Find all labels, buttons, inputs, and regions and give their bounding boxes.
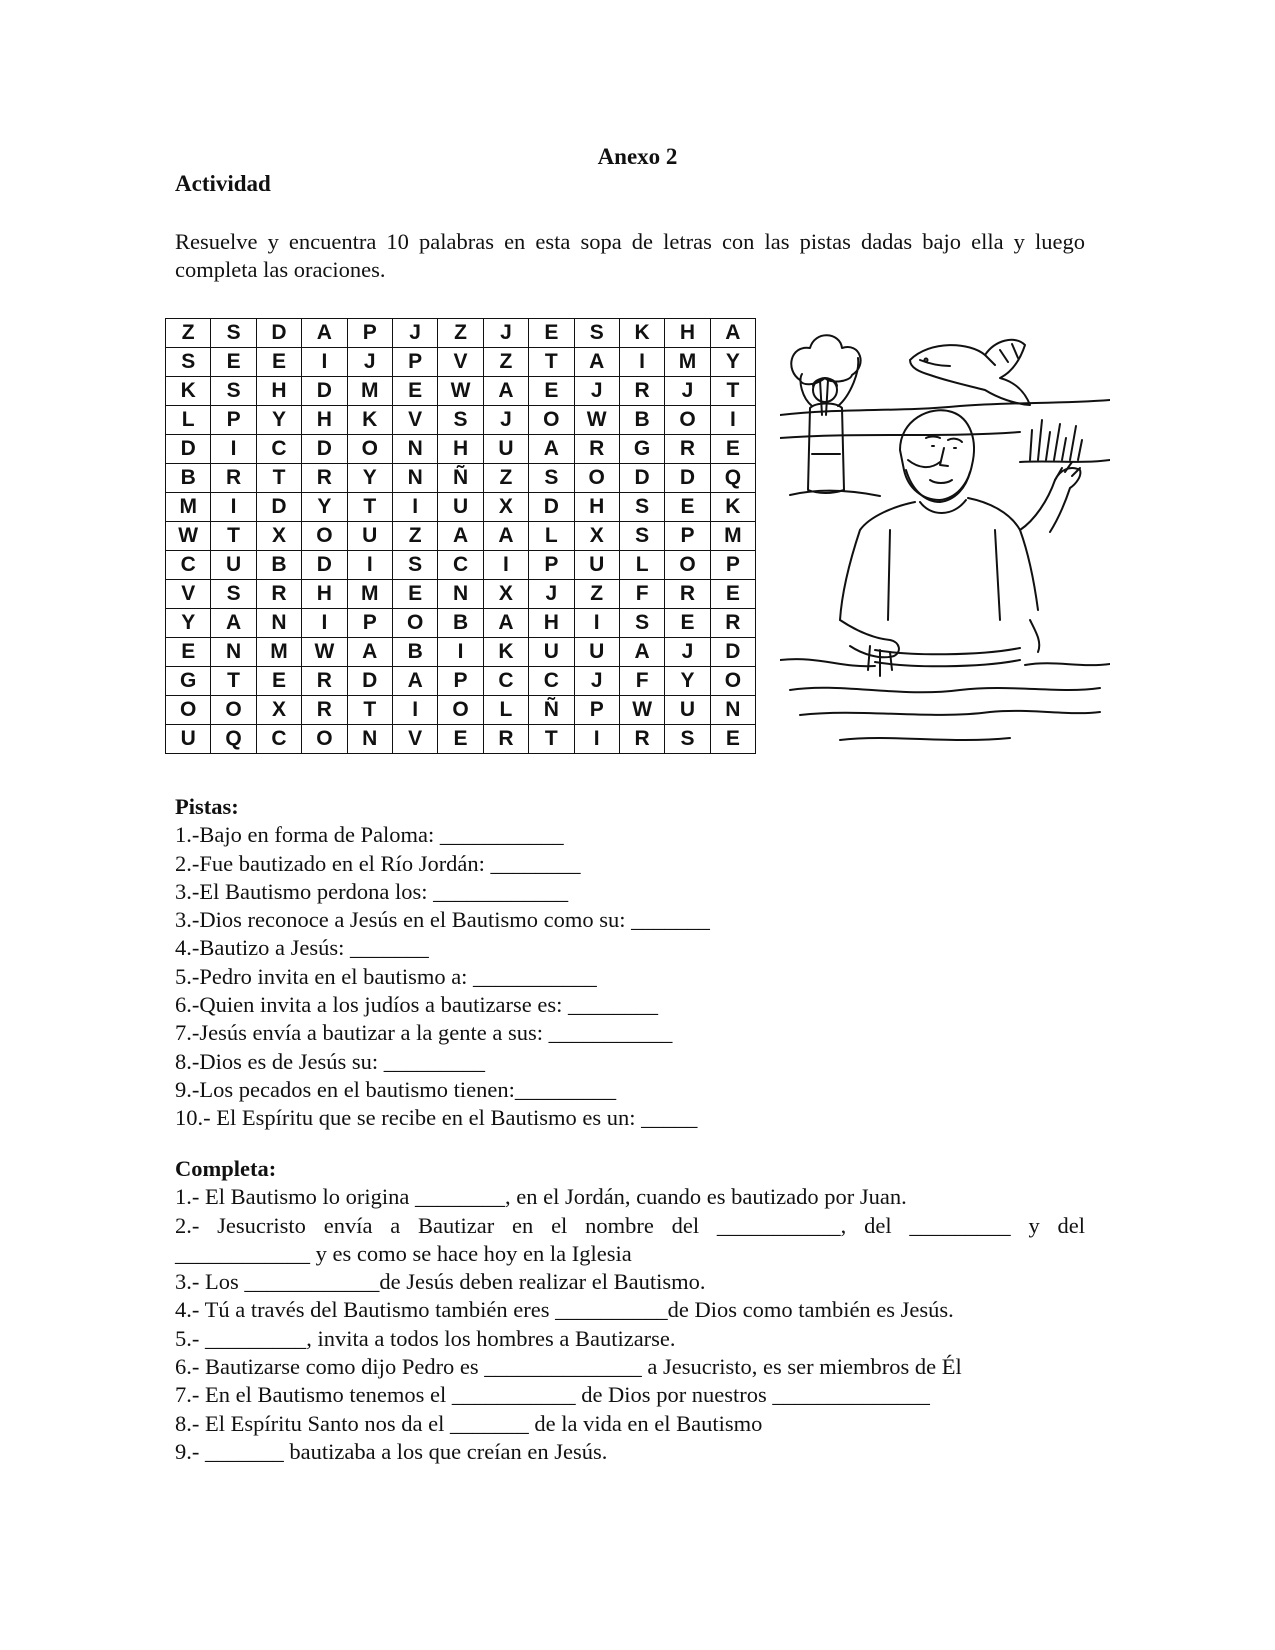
grid-cell: O bbox=[347, 435, 392, 464]
grid-cell: R bbox=[574, 435, 619, 464]
grid-cell: B bbox=[392, 638, 437, 667]
grid-cell: C bbox=[529, 667, 574, 696]
clue-item: 6.-Quien invita a los judíos a bautizarse es: ________ bbox=[175, 992, 659, 1018]
grid-cell: C bbox=[166, 551, 211, 580]
grid-row bbox=[166, 522, 756, 551]
grid-cell: U bbox=[438, 493, 483, 522]
grid-cell: C bbox=[483, 667, 528, 696]
grid-cell: Z bbox=[483, 348, 528, 377]
grid-cell: H bbox=[438, 435, 483, 464]
grid-cell: T bbox=[211, 522, 256, 551]
grid-cell: A bbox=[483, 377, 528, 406]
grid-row bbox=[166, 348, 756, 377]
grid-row bbox=[166, 406, 756, 435]
grid-cell: V bbox=[438, 348, 483, 377]
grid-cell: I bbox=[392, 493, 437, 522]
grid-cell: X bbox=[256, 696, 301, 725]
grid-row bbox=[166, 493, 756, 522]
grid-cell: S bbox=[574, 319, 619, 348]
instructions-text: Resuelve y encuentra 10 palabras en esta sopa de letras con las pistas dadas bajo ella y luego completa las oraciones. bbox=[175, 229, 1085, 282]
grid-cell: E bbox=[438, 725, 483, 754]
grid-cell: H bbox=[529, 609, 574, 638]
grid-cell: M bbox=[256, 638, 301, 667]
grid-cell: D bbox=[619, 464, 664, 493]
grid-cell: A bbox=[438, 522, 483, 551]
grid-cell: E bbox=[256, 667, 301, 696]
grid-cell: N bbox=[438, 580, 483, 609]
grid-cell: P bbox=[347, 319, 392, 348]
sentence-3: 3.- Los ____________de Jesús deben realizar el Bautismo. bbox=[175, 1269, 706, 1295]
grid-cell: Z bbox=[574, 580, 619, 609]
complete-section bbox=[175, 1155, 1085, 1466]
grid-cell: P bbox=[574, 696, 619, 725]
grid-cell: Y bbox=[710, 348, 755, 377]
grid-cell: P bbox=[438, 667, 483, 696]
grid-cell: V bbox=[166, 580, 211, 609]
clue-item: 2.-Fue bautizado en el Río Jordán: ________ bbox=[175, 850, 581, 876]
grid-cell: I bbox=[302, 348, 347, 377]
grid-cell: Y bbox=[347, 464, 392, 493]
grid-cell: Y bbox=[302, 493, 347, 522]
grid-cell: R bbox=[710, 609, 755, 638]
grid-cell: B bbox=[619, 406, 664, 435]
clue-item: 4.-Bautizo a Jesús: _______ bbox=[175, 935, 429, 961]
sentence-2-line-2: ____________ y es como se hace hoy en la Iglesia bbox=[175, 1240, 632, 1266]
sentence-4: 4.- Tú a través del Bautismo también eres __________de Dios como también es Jesús. bbox=[175, 1297, 954, 1323]
grid-cell: A bbox=[619, 638, 664, 667]
grid-row bbox=[166, 696, 756, 725]
grid-cell: E bbox=[392, 377, 437, 406]
grid-cell: R bbox=[256, 580, 301, 609]
word-search-grid bbox=[165, 318, 756, 754]
sentence-1: 1.- El Bautismo lo origina ________, en el Jordán, cuando es bautizado por Juan. bbox=[175, 1184, 907, 1210]
clue-item: 1.-Bajo en forma de Paloma: ___________ bbox=[175, 822, 564, 848]
grid-cell: T bbox=[529, 348, 574, 377]
grid-cell: H bbox=[665, 319, 710, 348]
grid-cell: U bbox=[574, 638, 619, 667]
grid-cell: J bbox=[483, 406, 528, 435]
grid-cell: V bbox=[392, 725, 437, 754]
grid-cell: H bbox=[302, 406, 347, 435]
grid-cell: P bbox=[529, 551, 574, 580]
grid-cell: T bbox=[710, 377, 755, 406]
grid-cell: X bbox=[574, 522, 619, 551]
grid-cell: D bbox=[347, 667, 392, 696]
grid-cell: A bbox=[483, 522, 528, 551]
grid-row bbox=[166, 464, 756, 493]
grid-cell: Z bbox=[166, 319, 211, 348]
clue-item: 3.-El Bautismo perdona los: ____________ bbox=[175, 878, 569, 904]
clue-item: 7.-Jesús envía a bautizar a la gente a sus: ___________ bbox=[175, 1020, 673, 1046]
grid-cell: W bbox=[166, 522, 211, 551]
grid-cell: L bbox=[529, 522, 574, 551]
grid-cell: Z bbox=[438, 319, 483, 348]
grid-cell: P bbox=[710, 551, 755, 580]
grid-cell: T bbox=[529, 725, 574, 754]
grid-cell: A bbox=[574, 348, 619, 377]
grid-cell: A bbox=[483, 609, 528, 638]
grid-cell: A bbox=[392, 667, 437, 696]
grid-cell: I bbox=[710, 406, 755, 435]
grid-cell: I bbox=[347, 551, 392, 580]
grid-cell: A bbox=[302, 319, 347, 348]
grid-cell: M bbox=[347, 580, 392, 609]
grid-cell: C bbox=[256, 435, 301, 464]
grid-cell: R bbox=[483, 725, 528, 754]
grid-cell: L bbox=[166, 406, 211, 435]
page-title: Anexo 2 bbox=[597, 144, 678, 169]
grid-row bbox=[166, 609, 756, 638]
grid-cell: R bbox=[619, 377, 664, 406]
grid-cell: K bbox=[483, 638, 528, 667]
grid-cell: E bbox=[529, 377, 574, 406]
grid-cell: W bbox=[574, 406, 619, 435]
grid-cell: E bbox=[211, 348, 256, 377]
grid-cell: M bbox=[665, 348, 710, 377]
clue-item: 5.-Pedro invita en el bautismo a: ___________ bbox=[175, 963, 597, 989]
sentence-9: 9.- _______ bautizaba a los que creían en Jesús. bbox=[175, 1438, 608, 1464]
grid-cell: M bbox=[710, 522, 755, 551]
grid-cell: H bbox=[302, 580, 347, 609]
clues-section bbox=[175, 793, 875, 1133]
grid-cell: S bbox=[211, 377, 256, 406]
grid-cell: N bbox=[392, 464, 437, 493]
grid-cell: S bbox=[619, 609, 664, 638]
grid-cell: J bbox=[392, 319, 437, 348]
grid-cell: K bbox=[166, 377, 211, 406]
grid-row bbox=[166, 435, 756, 464]
grid-cell: S bbox=[166, 348, 211, 377]
grid-cell: D bbox=[256, 493, 301, 522]
grid-cell: P bbox=[347, 609, 392, 638]
grid-cell: M bbox=[347, 377, 392, 406]
clue-item: 9.-Los pecados en el bautismo tienen:_________ bbox=[175, 1076, 617, 1102]
grid-cell: D bbox=[665, 464, 710, 493]
grid-cell: I bbox=[574, 609, 619, 638]
grid-cell: R bbox=[619, 725, 664, 754]
grid-cell: U bbox=[483, 435, 528, 464]
grid-cell: S bbox=[211, 319, 256, 348]
clues-heading: Pistas: bbox=[175, 794, 239, 819]
grid-cell: U bbox=[347, 522, 392, 551]
grid-cell: F bbox=[619, 580, 664, 609]
grid-cell: J bbox=[665, 377, 710, 406]
baptism-illustration bbox=[780, 320, 1110, 760]
grid-cell: O bbox=[302, 725, 347, 754]
grid-cell: G bbox=[166, 667, 211, 696]
grid-cell: I bbox=[483, 551, 528, 580]
grid-cell: P bbox=[211, 406, 256, 435]
grid-cell: U bbox=[211, 551, 256, 580]
clue-item: 10.- El Espíritu que se recibe en el Bautismo es un: _____ bbox=[175, 1105, 698, 1131]
grid-cell: A bbox=[710, 319, 755, 348]
grid-cell: D bbox=[302, 551, 347, 580]
grid-row bbox=[166, 725, 756, 754]
grid-cell: J bbox=[574, 377, 619, 406]
activity-heading: Actividad bbox=[175, 171, 271, 196]
grid-cell: U bbox=[529, 638, 574, 667]
grid-cell: X bbox=[483, 580, 528, 609]
grid-cell: H bbox=[574, 493, 619, 522]
grid-cell: J bbox=[665, 638, 710, 667]
grid-cell: W bbox=[302, 638, 347, 667]
grid-cell: V bbox=[392, 406, 437, 435]
grid-cell: D bbox=[302, 377, 347, 406]
clue-item: 3.-Dios reconoce a Jesús en el Bautismo como su: _______ bbox=[175, 907, 710, 933]
grid-cell: S bbox=[392, 551, 437, 580]
grid-cell: Y bbox=[166, 609, 211, 638]
grid-cell: L bbox=[483, 696, 528, 725]
grid-cell: Ñ bbox=[438, 464, 483, 493]
grid-cell: S bbox=[665, 725, 710, 754]
grid-cell: A bbox=[347, 638, 392, 667]
grid-cell: D bbox=[256, 319, 301, 348]
grid-cell: N bbox=[347, 725, 392, 754]
grid-cell: U bbox=[665, 696, 710, 725]
grid-cell: E bbox=[665, 609, 710, 638]
grid-cell: I bbox=[619, 348, 664, 377]
grid-cell: S bbox=[529, 464, 574, 493]
grid-cell: N bbox=[256, 609, 301, 638]
sentence-2-line-1: 2.- Jesucristo envía a Bautizar en el nombre del ___________, del _________ y del bbox=[175, 1212, 1085, 1238]
grid-row bbox=[166, 638, 756, 667]
grid-cell: T bbox=[256, 464, 301, 493]
grid-cell: E bbox=[665, 493, 710, 522]
grid-cell: S bbox=[438, 406, 483, 435]
grid-cell: Y bbox=[665, 667, 710, 696]
grid-cell: T bbox=[347, 696, 392, 725]
clue-item: 8.-Dios es de Jesús su: _________ bbox=[175, 1048, 485, 1074]
grid-cell: O bbox=[665, 406, 710, 435]
grid-cell: N bbox=[211, 638, 256, 667]
grid-cell: Y bbox=[256, 406, 301, 435]
grid-cell: T bbox=[347, 493, 392, 522]
grid-cell: P bbox=[392, 348, 437, 377]
grid-cell: S bbox=[619, 493, 664, 522]
grid-cell: J bbox=[574, 667, 619, 696]
grid-cell: W bbox=[619, 696, 664, 725]
grid-cell: N bbox=[710, 696, 755, 725]
grid-cell: R bbox=[665, 435, 710, 464]
grid-cell: O bbox=[710, 667, 755, 696]
grid-cell: C bbox=[438, 551, 483, 580]
grid-cell: O bbox=[665, 551, 710, 580]
grid-cell: J bbox=[483, 319, 528, 348]
grid-cell: I bbox=[211, 435, 256, 464]
grid-cell: O bbox=[529, 406, 574, 435]
grid-cell: G bbox=[619, 435, 664, 464]
grid-cell: Z bbox=[483, 464, 528, 493]
grid-cell: E bbox=[166, 638, 211, 667]
grid-cell: A bbox=[529, 435, 574, 464]
grid-row bbox=[166, 319, 756, 348]
grid-cell: J bbox=[347, 348, 392, 377]
grid-cell: I bbox=[438, 638, 483, 667]
sentence-6: 6.- Bautizarse como dijo Pedro es ______________ a Jesucristo, es ser miembros de Él bbox=[175, 1354, 962, 1380]
grid-cell: K bbox=[347, 406, 392, 435]
sentence-8: 8.- El Espíritu Santo nos da el _______ de la vida en el Bautismo bbox=[175, 1410, 763, 1436]
grid-cell: Z bbox=[392, 522, 437, 551]
grid-cell: R bbox=[302, 667, 347, 696]
grid-cell: D bbox=[710, 638, 755, 667]
grid-cell: I bbox=[392, 696, 437, 725]
grid-cell: L bbox=[619, 551, 664, 580]
grid-cell: O bbox=[166, 696, 211, 725]
sentence-5: 5.- _________, invita a todos los hombres a Bautizarse. bbox=[175, 1325, 676, 1351]
grid-cell: S bbox=[211, 580, 256, 609]
grid-cell: E bbox=[256, 348, 301, 377]
grid-cell: E bbox=[529, 319, 574, 348]
grid-cell: R bbox=[302, 696, 347, 725]
grid-cell: B bbox=[438, 609, 483, 638]
grid-cell: O bbox=[574, 464, 619, 493]
grid-cell: A bbox=[211, 609, 256, 638]
grid-cell: D bbox=[302, 435, 347, 464]
grid-cell: E bbox=[392, 580, 437, 609]
grid-cell: U bbox=[166, 725, 211, 754]
grid-row bbox=[166, 551, 756, 580]
grid-row bbox=[166, 377, 756, 406]
grid-cell: D bbox=[529, 493, 574, 522]
complete-heading: Completa: bbox=[175, 1156, 277, 1181]
grid-cell: K bbox=[619, 319, 664, 348]
grid-cell: E bbox=[710, 580, 755, 609]
grid-cell: N bbox=[392, 435, 437, 464]
grid-cell: R bbox=[665, 580, 710, 609]
grid-cell: W bbox=[438, 377, 483, 406]
grid-cell: Ñ bbox=[529, 696, 574, 725]
grid-cell: F bbox=[619, 667, 664, 696]
grid-cell: E bbox=[710, 725, 755, 754]
grid-cell: T bbox=[211, 667, 256, 696]
grid-cell: B bbox=[256, 551, 301, 580]
grid-cell: P bbox=[665, 522, 710, 551]
grid-cell: R bbox=[211, 464, 256, 493]
grid-cell: C bbox=[256, 725, 301, 754]
grid-cell: S bbox=[619, 522, 664, 551]
grid-cell: I bbox=[302, 609, 347, 638]
grid-cell: H bbox=[256, 377, 301, 406]
grid-cell: X bbox=[483, 493, 528, 522]
grid-cell: Q bbox=[710, 464, 755, 493]
grid-cell: J bbox=[529, 580, 574, 609]
grid-row bbox=[166, 580, 756, 609]
grid-cell: M bbox=[166, 493, 211, 522]
grid-cell: D bbox=[166, 435, 211, 464]
sentence-7: 7.- En el Bautismo tenemos el ___________ de Dios por nuestros ______________ bbox=[175, 1382, 930, 1408]
grid-cell: E bbox=[710, 435, 755, 464]
grid-cell: B bbox=[166, 464, 211, 493]
grid-cell: O bbox=[392, 609, 437, 638]
grid-cell: X bbox=[256, 522, 301, 551]
grid-cell: O bbox=[302, 522, 347, 551]
grid-cell: K bbox=[710, 493, 755, 522]
grid-cell: I bbox=[211, 493, 256, 522]
grid-cell: U bbox=[574, 551, 619, 580]
grid-cell: R bbox=[302, 464, 347, 493]
grid-cell: O bbox=[438, 696, 483, 725]
grid-row bbox=[166, 667, 756, 696]
grid-cell: O bbox=[211, 696, 256, 725]
grid-cell: Q bbox=[211, 725, 256, 754]
grid-cell: I bbox=[574, 725, 619, 754]
